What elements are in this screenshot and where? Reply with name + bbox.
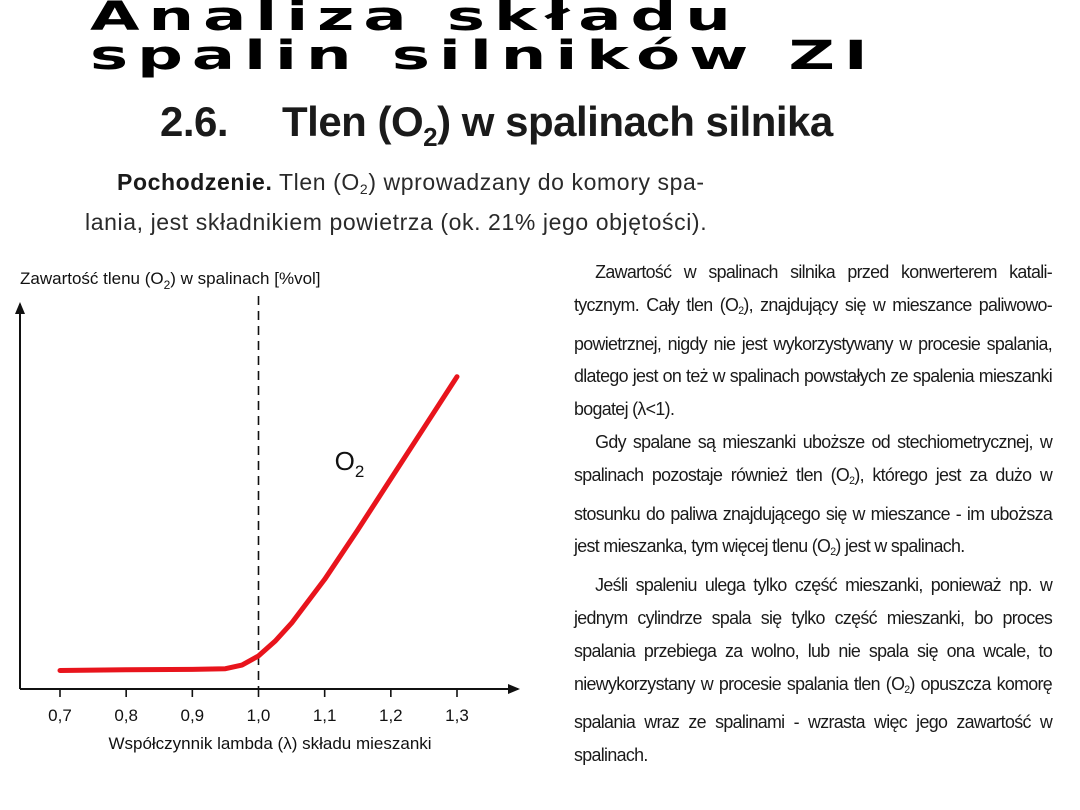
section-number: 2.6.	[160, 98, 229, 145]
subscript: 2	[849, 474, 855, 487]
oxygen-lambda-chart	[0, 248, 560, 768]
paragraph-text: Gdy spalane są mieszanki uboższe od stechiometrycznej, w spalinach pozostaje również tlen (O	[574, 430, 1053, 485]
intro-lead: Pochodzenie.	[117, 169, 273, 195]
x-tick-label: 1,3	[445, 706, 469, 725]
section-heading	[160, 98, 833, 153]
x-axis-tick-labels	[48, 706, 469, 725]
x-tick-label: 0,8	[114, 706, 138, 725]
intro-text: Tlen (O	[272, 169, 360, 195]
paragraph-text: . Cały tlen (O	[634, 293, 739, 315]
paragraph-text: Zawartość w spalinach silnika przed konwerterem katali-tycznym	[574, 261, 1053, 315]
paragraph-text: ), którego jest za dużo w stosunku do paliwa znajdującego się w mieszance - im uboższa jest mieszanka, tym więcej tlenu (O	[574, 463, 1053, 557]
x-axis-ticks	[60, 689, 457, 697]
intro-paragraph	[85, 166, 965, 239]
section-heading-subscript: 2	[423, 122, 438, 152]
chart-title: Zawartość tlenu $(O_2)$ w spalinach [%vol]	[20, 269, 321, 292]
slide-title-line-2: spalin silników ZI	[90, 33, 877, 79]
subscript: 2	[830, 546, 836, 559]
x-tick-label: 1,0	[246, 706, 271, 725]
x-tick-label: 1,2	[379, 706, 403, 725]
intro-line-2: lania, jest składnikiem powietrza (ok. 21% jego objętości).	[85, 209, 708, 235]
subscript: 2	[738, 304, 744, 317]
x-tick-label: 0,7	[48, 706, 72, 725]
body-paragraph-2	[574, 426, 1052, 569]
x-tick-label: 1,1	[312, 706, 337, 725]
body-text	[574, 256, 1052, 772]
x-axis-label: Współczynnik lambda (λ) składu mieszanki	[108, 734, 432, 753]
intro-line-1	[85, 166, 965, 206]
body-paragraph-3	[574, 569, 1052, 772]
x-tick-label: 0,9	[180, 706, 205, 725]
intro-text-end: ) wprowadzany do komory spa-	[368, 169, 705, 195]
subscript: 2	[904, 683, 910, 696]
body-paragraph-1	[574, 256, 1052, 426]
paragraph-text: ), znajdujący się w mieszance paliwowo-powietrznej, nigdy nie jest wykorzystywany w procesie spalania, dlatego jest on też w spalinach powstałych ze spalenia mieszanki bogatej (λ<1).	[574, 293, 1053, 420]
o2-series-label: $O_2$	[334, 445, 365, 481]
intro-subscript: 2	[359, 181, 369, 197]
section-heading-text-end: ) w spalinach silnika	[437, 98, 833, 145]
paragraph-text: ) opuszcza komorę spalania wraz ze spalinami - wzrasta więc jego zawartość w spalinach.	[574, 672, 1053, 766]
paragraph-text: ) jest w spalinach.	[835, 535, 965, 557]
slide-title-line-1: Analiza składu	[90, 0, 740, 40]
section-heading-text: Tlen (O	[282, 98, 424, 145]
paragraph-text: Jeśli spaleniu ulega tylko część mieszanki, ponieważ np. w jednym cylindrze spala się tylko część mieszanki, bo proces spalania przebiega za wolno, lub nie spala się ona wcale, to niewykorzystany w procesie spalania tlen (O	[574, 574, 1053, 694]
